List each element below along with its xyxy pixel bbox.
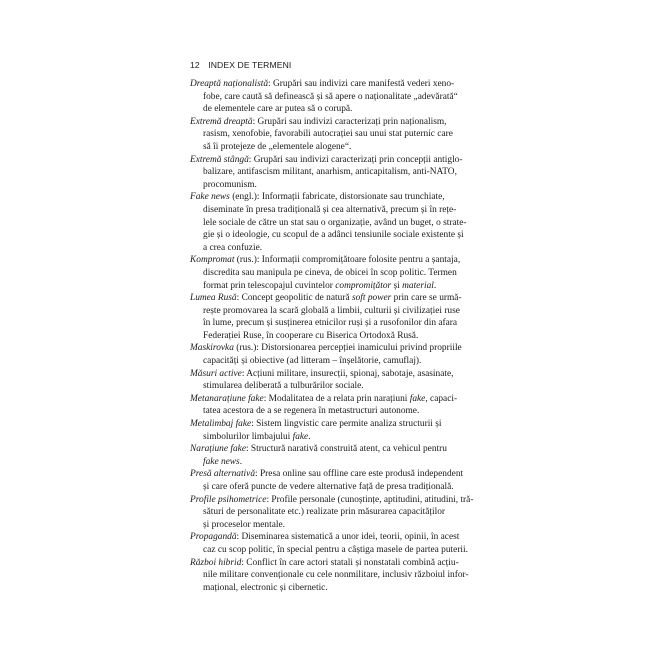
entry-line: [190, 405, 484, 418]
entry-text: .: [433, 280, 437, 291]
glossary-term: Extremă stângă: [190, 154, 249, 165]
entry-line: [190, 569, 484, 582]
entry-text: să îi protejeze de „elementele alogene“.: [203, 141, 352, 152]
entry-line: [190, 468, 484, 481]
entry-text: : Presa online sau offline care este produsă independent: [255, 469, 464, 480]
entry-text: : Modalitatea de a relata prin narațiuni: [263, 393, 410, 404]
entry-line: [190, 267, 484, 280]
entry-text: discredita sau manipula pe cineva, de obicei în scop politic. Termen: [203, 267, 457, 278]
entry-line: [190, 380, 484, 393]
glossary-entry: [190, 393, 484, 418]
glossary-list: [190, 78, 484, 594]
entry-text: : Sistem lingvistic care permite analiza structurii și: [251, 419, 442, 430]
entry-text: și: [391, 280, 403, 291]
entry-line: [190, 141, 484, 154]
entry-text: (engl.): Informații fabricate, distorsionate sau trunchiate,: [229, 192, 445, 203]
entry-text: : Grupări sau indivizi caracterizați prin concepții antiglo-: [248, 154, 463, 165]
entry-text: lele sociale de către un stat sau o organizație, având un buget, o strate-: [203, 217, 467, 228]
entry-text: format prin telescopajul cuvintelor: [203, 280, 336, 291]
entry-line: [190, 317, 484, 330]
glossary-term: Kompromat: [190, 255, 235, 266]
entry-text: : Grupări sau indivizi caracterizați prin naționalism,: [252, 116, 447, 127]
entry-text: : Structură narativă construită atent, ca vehicul pentru: [245, 444, 447, 455]
entry-line: [190, 330, 484, 343]
glossary-entry: [190, 292, 484, 342]
entry-text: , capaci-: [425, 393, 458, 404]
entry-line: [190, 342, 484, 355]
italic-text: fake: [409, 393, 426, 404]
entry-text: rasism, xenofobie, favorabili autocrației sau unui stat puternic care: [203, 129, 453, 140]
glossary-term: Extremă dreaptă: [190, 116, 253, 127]
italic-text: soft power: [351, 293, 392, 304]
entry-line: [190, 305, 484, 318]
entry-text: (rus.): Informații compromițătoare folosite pentru a șantaja,: [234, 255, 461, 266]
entry-text: : Acțiuni militare, insurecții, spionaj, sabotaje, asasinate,: [241, 368, 454, 379]
entry-text: nile militare convenționale cu cele nonmilitare, inclusiv războiul infor-: [203, 570, 469, 581]
running-header: [190, 60, 291, 70]
glossary-entry: [190, 557, 484, 595]
entry-line: [190, 494, 484, 507]
entry-text: stimularea deliberată a tulburărilor sociale.: [203, 381, 364, 392]
glossary-entry: [190, 78, 484, 116]
entry-text: .: [239, 456, 243, 467]
entry-line: [190, 128, 484, 141]
entry-text: și care oferă puncte de vedere alternative față de presa tradițională.: [203, 482, 454, 492]
glossary-term: Profile psihometrice: [190, 494, 267, 505]
entry-text: : Grupări sau indivizi care manifestă vederi xeno-: [268, 79, 455, 89]
entry-text: : Conflict în care actori statali și nonstatali combină acțiu-: [241, 557, 459, 568]
entry-line: [190, 456, 484, 469]
entry-line: [190, 78, 484, 91]
entry-line: [190, 280, 484, 293]
entry-line: [190, 242, 484, 255]
page-number: 12: [190, 60, 200, 70]
glossary-term: Narațiune fake: [190, 444, 246, 455]
entry-text: în lume, precum și susținerea etnicilor ruși și a rusofonilor din afara: [203, 318, 458, 329]
entry-line: [190, 191, 484, 204]
header-title: INDEX DE TERMENI: [208, 60, 292, 70]
entry-text: sături de personalitate etc.) realizate prin măsurarea capacităților: [203, 507, 446, 518]
glossary-term: Propagandă: [190, 532, 237, 543]
glossary-entry: [190, 191, 484, 254]
entry-line: [190, 481, 484, 494]
glossary-entry: [190, 443, 484, 468]
entry-line: [190, 254, 484, 267]
entry-line: [190, 544, 484, 557]
entry-line: [190, 582, 484, 595]
glossary-term: Metanarațiune fake: [190, 393, 264, 404]
italic-text: fake news: [203, 456, 240, 467]
entry-text: : Diseminarea sistematică a unor idei, teorii, opinii, în acest: [236, 532, 460, 543]
glossary-term: Măsuri active: [190, 368, 242, 379]
entry-text: mațional, electronic și cibernetic.: [203, 582, 328, 593]
entry-text: : Concept geopolitic de natură: [236, 293, 352, 304]
glossary-entry: [190, 531, 484, 556]
glossary-term: Presă alternativă: [190, 469, 256, 480]
glossary-term: Metalimbaj fake: [190, 419, 252, 430]
entry-text: capacități și obiective (ad litteram – înșelătorie, camuflaj).: [203, 356, 422, 367]
glossary-entry: [190, 494, 484, 532]
entry-text: prin care se urmă-: [391, 293, 462, 304]
glossary-term: Maskirovka: [190, 343, 234, 354]
glossary-entry: [190, 116, 484, 154]
entry-line: [190, 179, 484, 192]
entry-line: [190, 443, 484, 456]
entry-text: tatea acestora de a se regenera în metastructuri autonome.: [203, 406, 420, 417]
entry-line: [190, 368, 484, 381]
entry-text: balizare, antifascism militant, anarhism, anticapitalism, anti-NATO,: [203, 167, 457, 178]
entry-text: de elementele care ar putea să o corupă.: [203, 104, 353, 115]
entry-line: [190, 431, 484, 444]
entry-line: [190, 418, 484, 431]
entry-line: [190, 154, 484, 167]
entry-line: [190, 355, 484, 368]
glossary-entry: [190, 368, 484, 393]
entry-line: [190, 91, 484, 104]
entry-text: (rus.): Distorsionarea percepției inamicului privind propriile: [233, 343, 462, 354]
entry-text: : Profile personale (cunoștințe, aptitudini, atitudini, tră-: [266, 494, 474, 505]
glossary-entry: [190, 154, 484, 192]
entry-line: [190, 116, 484, 129]
entry-text: rește promovarea la scară globală a limbii, culturii și civilizației ruse: [203, 305, 460, 316]
entry-line: [190, 393, 484, 406]
entry-line: [190, 506, 484, 519]
entry-text: și proceselor mentale.: [203, 519, 285, 530]
entry-text: procomunism.: [203, 179, 257, 190]
entry-line: [190, 217, 484, 230]
glossary-term: Fake news: [190, 192, 230, 203]
entry-line: [190, 103, 484, 116]
italic-text: fake: [292, 431, 309, 442]
entry-text: diseminate în presa tradițională și cea alternativă, precum și în rețe-: [203, 204, 457, 215]
entry-line: [190, 292, 484, 305]
entry-text: Federației Ruse, în cooperare cu Biserica Ortodoxă Rusă.: [203, 330, 419, 341]
glossary-term: Dreaptă naționalistă: [190, 79, 269, 89]
entry-line: [190, 166, 484, 179]
glossary-entry: [190, 418, 484, 443]
entry-line: [190, 204, 484, 217]
glossary-term: Lumea Rusă: [190, 293, 237, 304]
glossary-entry: [190, 468, 484, 493]
entry-text: fobe, care caută să definească și să apere o naționalitate „adevărată“: [203, 91, 458, 102]
italic-text: compromițător: [335, 280, 392, 291]
entry-line: [190, 531, 484, 544]
glossary-entry: [190, 254, 484, 292]
entry-text: simbolurilor limbajului: [203, 431, 293, 442]
glossary-term: Război hibrid: [190, 557, 242, 568]
entry-text: gie și o ideologie, cu scopul de a adânci tensiunile sociale existente și: [203, 230, 464, 241]
italic-text: material: [402, 280, 434, 291]
entry-text: .: [308, 431, 311, 442]
entry-line: [190, 519, 484, 532]
entry-line: [190, 229, 484, 242]
glossary-entry: [190, 342, 484, 367]
entry-text: caz cu scop politic, în special pentru a câștiga masele de partea puterii.: [203, 544, 468, 555]
entry-text: a crea confuzie.: [203, 242, 263, 253]
entry-line: [190, 557, 484, 570]
